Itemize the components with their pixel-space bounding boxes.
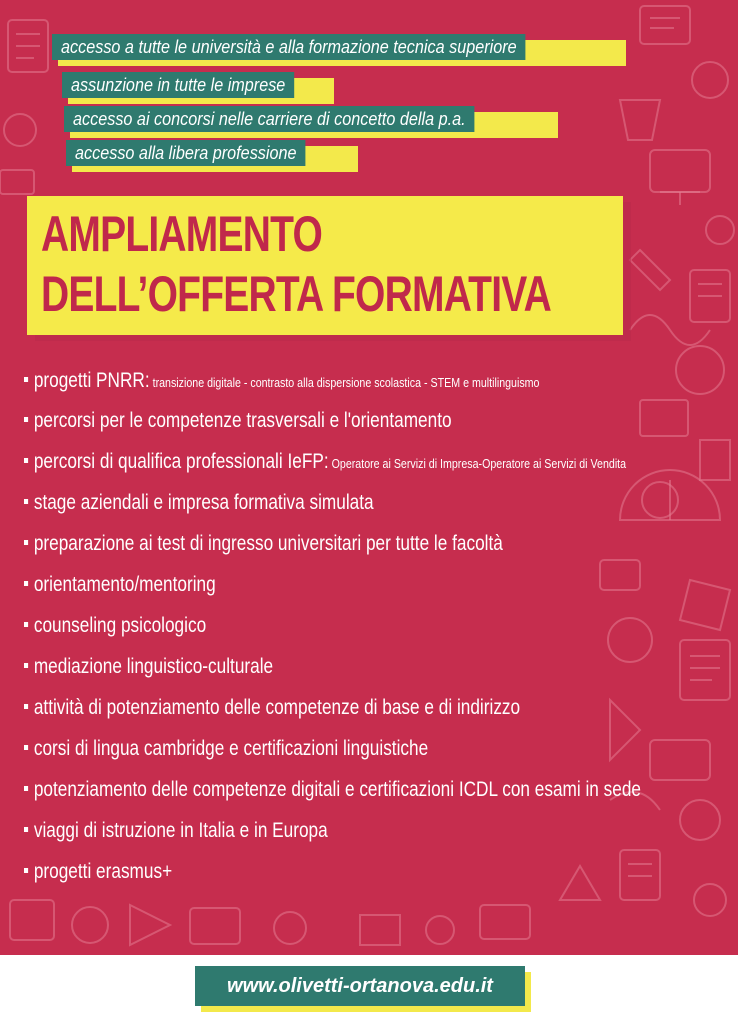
list-item: corsi di lingua cambridge e certificazioni linguistiche: [24, 735, 428, 763]
bullet-icon: [24, 786, 28, 791]
headline-line-2: DELL’OFFERTA FORMATIVA: [41, 266, 552, 322]
headline-banner: [27, 196, 623, 335]
headline-line-1: AMPLIAMENTO: [41, 206, 323, 262]
bullet-icon: [24, 417, 28, 422]
list-item: progetti erasmus+: [24, 858, 172, 886]
bullet-icon: [24, 499, 28, 504]
list-item: orientamento/mentoring: [24, 571, 216, 599]
list-item: percorsi per le competenze trasversali e l'orientamento: [24, 407, 452, 435]
list-item: percorsi di qualifica professionali IeFP: Operatore ai Servizi di Impresa-Operatore ai Servizi di Vendita: [24, 448, 626, 478]
website-link[interactable]: www.olivetti-ortanova.edu.it: [195, 966, 525, 1006]
bullet-icon: [24, 663, 28, 668]
list-item: stage aziendali e impresa formativa simulata: [24, 489, 374, 517]
list-item: viaggi di istruzione in Italia e in Europa: [24, 817, 328, 845]
bullet-icon: [24, 581, 28, 586]
bullet-icon: [24, 622, 28, 627]
list-item: potenziamento delle competenze digitali e certificazioni ICDL con esami in sede: [24, 776, 641, 804]
list-item: attività di potenziamento delle competenze di base e di indirizzo: [24, 694, 520, 722]
bullet-icon: [24, 540, 28, 545]
poster-background: accesso a tutte le università e alla formazione tecnica superiore assunzione in tutte le imprese accesso ai concorsi nelle carriere di concetto della p.a. accesso alla libera professione AMPLIAMENTO DELL’OFFERTA FORMATIVA progetti PNRR: transizione digitale - contrasto alla dispersione scolastica - STEM e multilinguismo percorsi per le competenze trasversali e l'orientamento percorsi di qualifica professionali IeFP: Operatore ai Servizi di Impresa-Operatore ai Servizi di Vendita stage aziendali e impresa formativa simulata preparazione ai test di ingresso universitari per tutte le facoltà orientamento/mentoring counseling psicologico mediazione linguistico-culturale attività di potenziamento delle competenze di base e di indirizzo corsi di lingua cambridge e certificazioni linguistiche potenziamento delle competenze digitali e certificazioni ICDL con esami in sede viaggi di istruzione in Italia e in Europa progetti erasmus+: [0, 0, 738, 955]
list-item: preparazione ai test di ingresso universitari per tutte le facoltà: [24, 530, 503, 558]
bullet-icon: [24, 868, 28, 873]
bullet-icon: [24, 377, 28, 382]
bullet-icon: [24, 458, 28, 463]
list-item: progetti PNRR: transizione digitale - contrasto alla dispersione scolastica - STEM e multilinguismo: [24, 367, 539, 397]
bullet-icon: [24, 704, 28, 709]
list-item: counseling psicologico: [24, 612, 206, 640]
bullet-icon: [24, 745, 28, 750]
list-item: mediazione linguistico-culturale: [24, 653, 273, 681]
bullet-icon: [24, 827, 28, 832]
